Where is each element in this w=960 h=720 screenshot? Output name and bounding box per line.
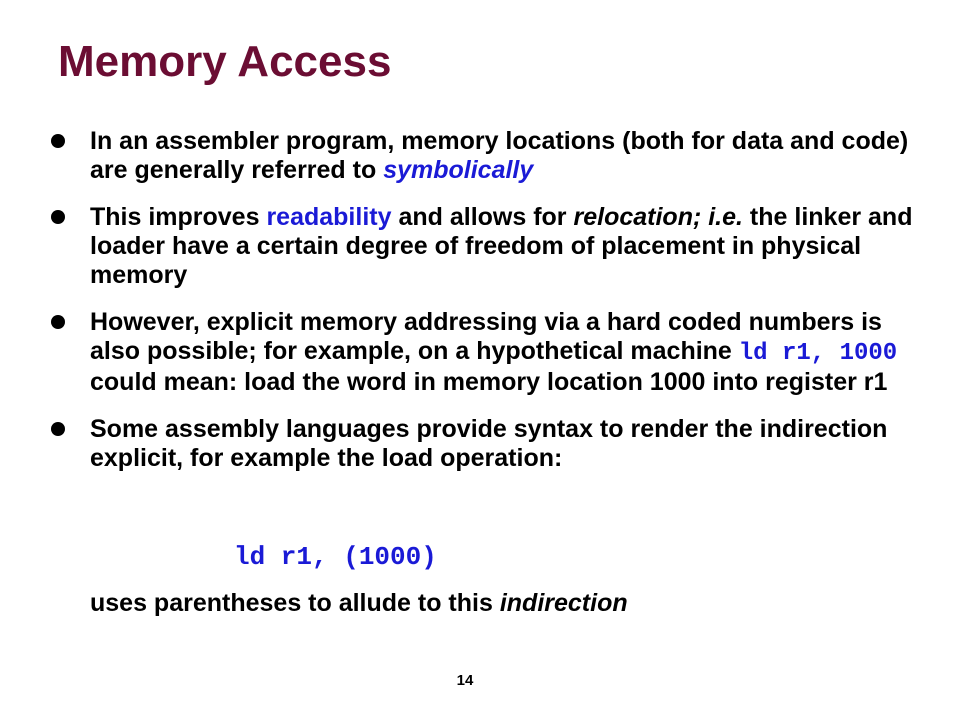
bullet-2-text-b: and allows for: [391, 203, 574, 231]
bullet-item-2: [50, 203, 930, 290]
bullet-3-text-b: could mean: load the word in memory location 1000 into register r1: [90, 368, 888, 396]
bullet-3-text-a: However, explicit memory addressing via a hard coded numbers is also possible; for example, on a hypothetical machine: [90, 308, 882, 365]
bullet-1-text: In an assembler program, memory locations (both for data and code) are generally referred to: [90, 127, 909, 184]
page-number: 14: [456, 672, 474, 689]
bullet-4-text: Some assembly languages provide syntax to render the indirection explicit, for example the load operation:: [90, 415, 888, 472]
bullet-2-italic: relocation; i.e.: [573, 203, 743, 231]
code-example: ld r1, (1000): [234, 542, 437, 572]
bullet-dot-icon: [51, 315, 65, 329]
bullet-list: [50, 127, 930, 491]
bullet-dot-icon: [51, 134, 65, 148]
uses-explanation: [90, 589, 628, 618]
uses-text: uses parentheses to allude to this: [90, 589, 500, 617]
uses-emphasis: indirection: [499, 589, 628, 617]
bullet-2-highlight: readability: [266, 203, 392, 231]
bullet-2-text-a: This improves: [90, 203, 267, 231]
bullet-item-1: [50, 127, 930, 185]
bullet-dot-icon: [51, 210, 65, 224]
bullet-3-code: ld r1, 1000: [738, 340, 898, 367]
bullet-1-emphasis: symbolically: [383, 156, 534, 184]
bullet-item-3: [50, 308, 930, 397]
slide-title: Memory Access: [58, 37, 392, 86]
bullet-2-text-c: the linker and loader have a certain degree of freedom of placement in physical memory: [90, 203, 913, 289]
bullet-item-4: [50, 415, 930, 473]
bullet-dot-icon: [51, 422, 65, 436]
